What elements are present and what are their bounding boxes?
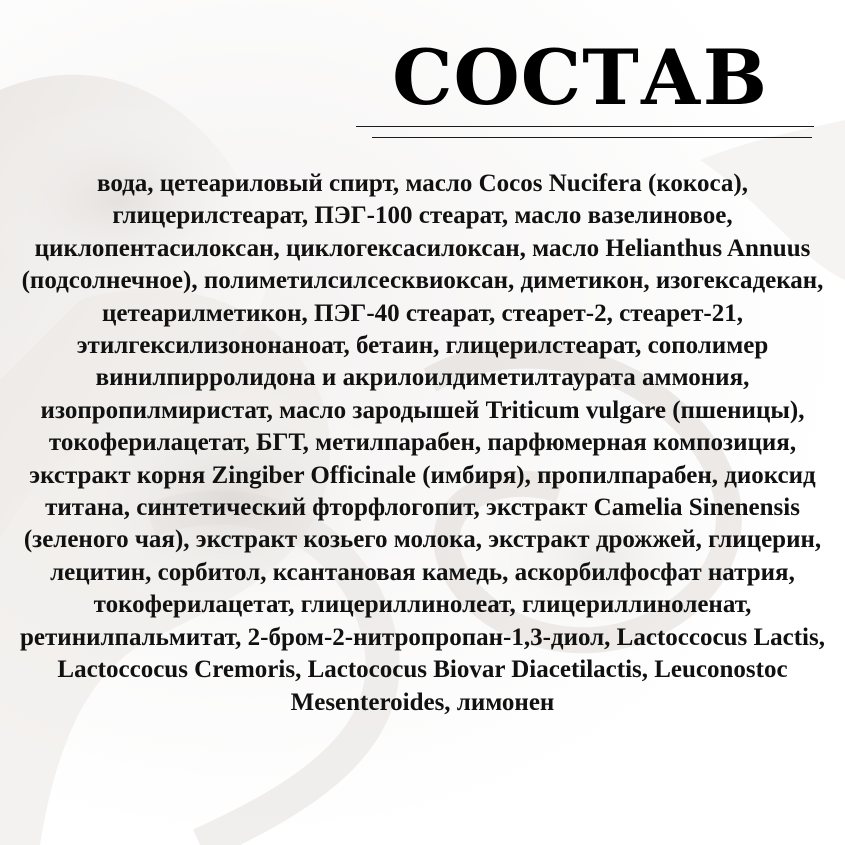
title-underline-bottom — [372, 137, 812, 138]
ingredients-text: вода, цетеариловый спирт, масло Cocos Nucifera (кокоса), глицерилстеарат, ПЭГ-100 стеарат, масло вазелиновое, циклопентасилоксан, циклогексасилоксан, масло Helianthus Annuus (подсолнечное), полиметилсилсесквиоксан, диметикон, изогексадекан, цетеарилметикон, ПЭГ-40 стеарат, стеарет-2, стеарет-21, этилгексилизононаноат, бетаин, глицерилстеарат, сополимер винилпирролидона и акрилоилдиметилтаурата аммония, изопропилмиристат, масло зародышей Triticum vulgare (пшеницы), токоферилацетат, БГТ, метилпарабен, парфюмерная композиция, экстракт корня Zingiber Officinale (имбиря), пропилпарабен, диоксид титана, синтетический фторфлогопит, экстракт Camelia Sinenensis (зеленого чая), экстракт козьего молока, экстракт дрожжей, глицерин, лецитин, сорбитол, ксантановая камедь, аскорбилфосфат натрия, токоферилацетат, глицериллинолеат, глицериллиноленат, ретинилпальмитат, 2-бром-2-нитропропан-1,3-диол, Lactoccocus Lactis, Lactoccocus Cremoris, Lactococus Biovar Diacetilactis, Leuconostoc Mesenteroides, лимонен — [20, 170, 825, 716]
section-title: СОСТАВ — [392, 33, 768, 122]
title-underline-top — [356, 126, 814, 127]
